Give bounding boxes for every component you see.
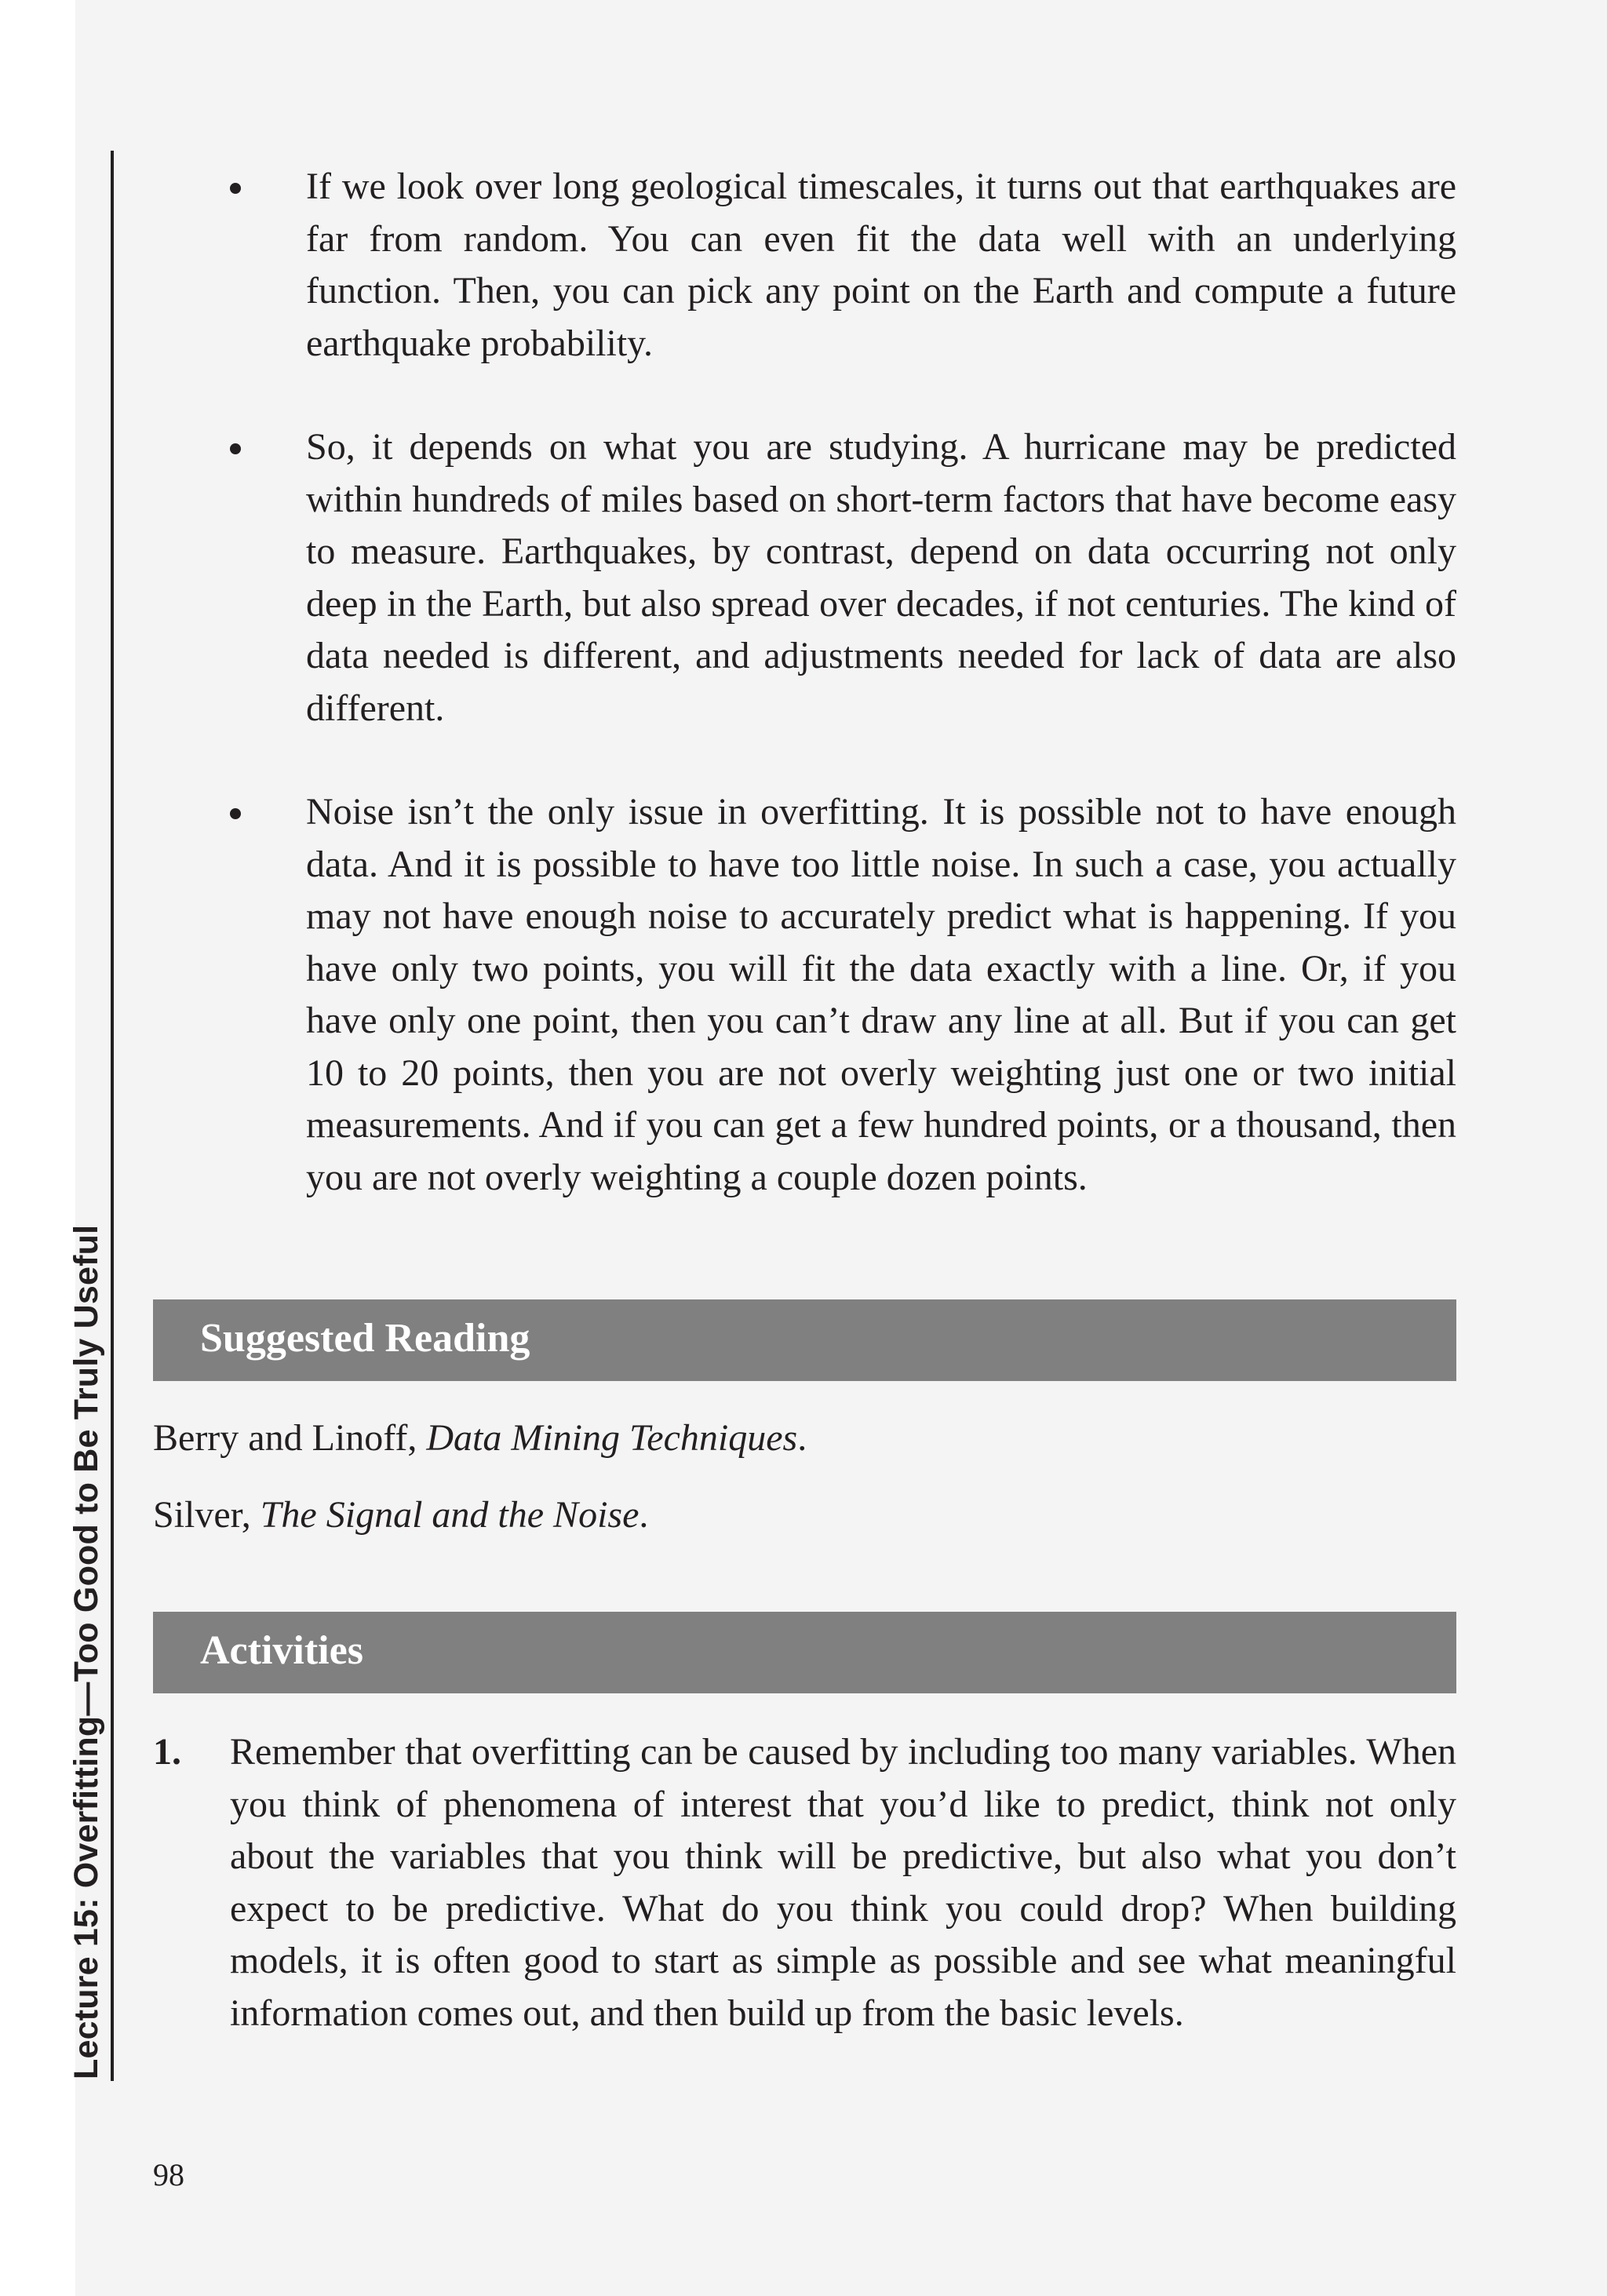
page-number: 98 — [153, 2157, 184, 2192]
reading-end: . — [797, 1417, 807, 1459]
bullet-text: If we look over long geological timescales, it turns out that earthquakes are far from random. You can even fit the data well with an underlying function. Then, you can pick any point on the Earth and compute a future earthquake probability. — [306, 166, 1456, 364]
reading-author: Silver, — [153, 1494, 261, 1536]
activities-heading: Activities — [200, 1628, 363, 1673]
bullet-icon — [230, 183, 241, 194]
lecture-side-title: Lecture 15: Overfitting—Too Good to Be Truly Useful — [67, 1224, 105, 2079]
bullet-text: Noise isn’t the only issue in overfitting. It is possible not to have enough data. And it is possible to have too little noise. In such a case, you actually may not have enough noise to accurately predict what is happening. If you have only two points, you will fit the data exactly with a line. Or, if you have only one point, then you can’t draw any line at all. But if you can get 10 to 20 points, then you are not overly weighting just one or two initial measurements. And if you can get a few hundred points, or a thousand, then you are not overly weighting a couple dozen points. — [306, 791, 1456, 1198]
list-item — [220, 161, 1456, 370]
reading-end: . — [639, 1494, 649, 1536]
reading-item — [153, 1416, 807, 1460]
list-item — [220, 421, 1456, 734]
activities-bar — [153, 1612, 1456, 1693]
activity-number: 1. — [153, 1731, 181, 1773]
suggested-reading-heading: Suggested Reading — [200, 1316, 530, 1361]
bullet-text: So, it depends on what you are studying. A hurricane may be predicted within hundreds of miles based on short-term factors that have become easy to measure. Earthquakes, by contrast, depend on data occurring not only deep in the Earth, but also spread over decades, if not centuries. The kind of data needed is different, and adjustments needed for lack of data are also different. — [306, 426, 1456, 729]
activity-text: Remember that overfitting can be caused by including too many variables. When you think of phenomena of interest that you’d like to predict, think not only about the variables that you think will be predictive, but also what you don’t expect to be predictive. What do you think you could drop? When building models, it is often good to start as simple as possible and see what meaningful information comes out, and then build up from the basic levels. — [230, 1731, 1456, 2034]
bullet-icon — [230, 808, 241, 819]
activity-item — [153, 1726, 1456, 2039]
reading-title: The Signal and the Noise — [260, 1494, 640, 1536]
reading-author: Berry and Linoff, — [153, 1417, 427, 1459]
bullet-list — [220, 161, 1456, 1256]
suggested-reading-bar — [153, 1299, 1456, 1381]
bullet-icon — [230, 443, 241, 454]
reading-title: Data Mining Techniques — [426, 1417, 798, 1459]
reading-item — [153, 1493, 648, 1536]
side-rule — [111, 151, 114, 2081]
list-item — [220, 786, 1456, 1204]
